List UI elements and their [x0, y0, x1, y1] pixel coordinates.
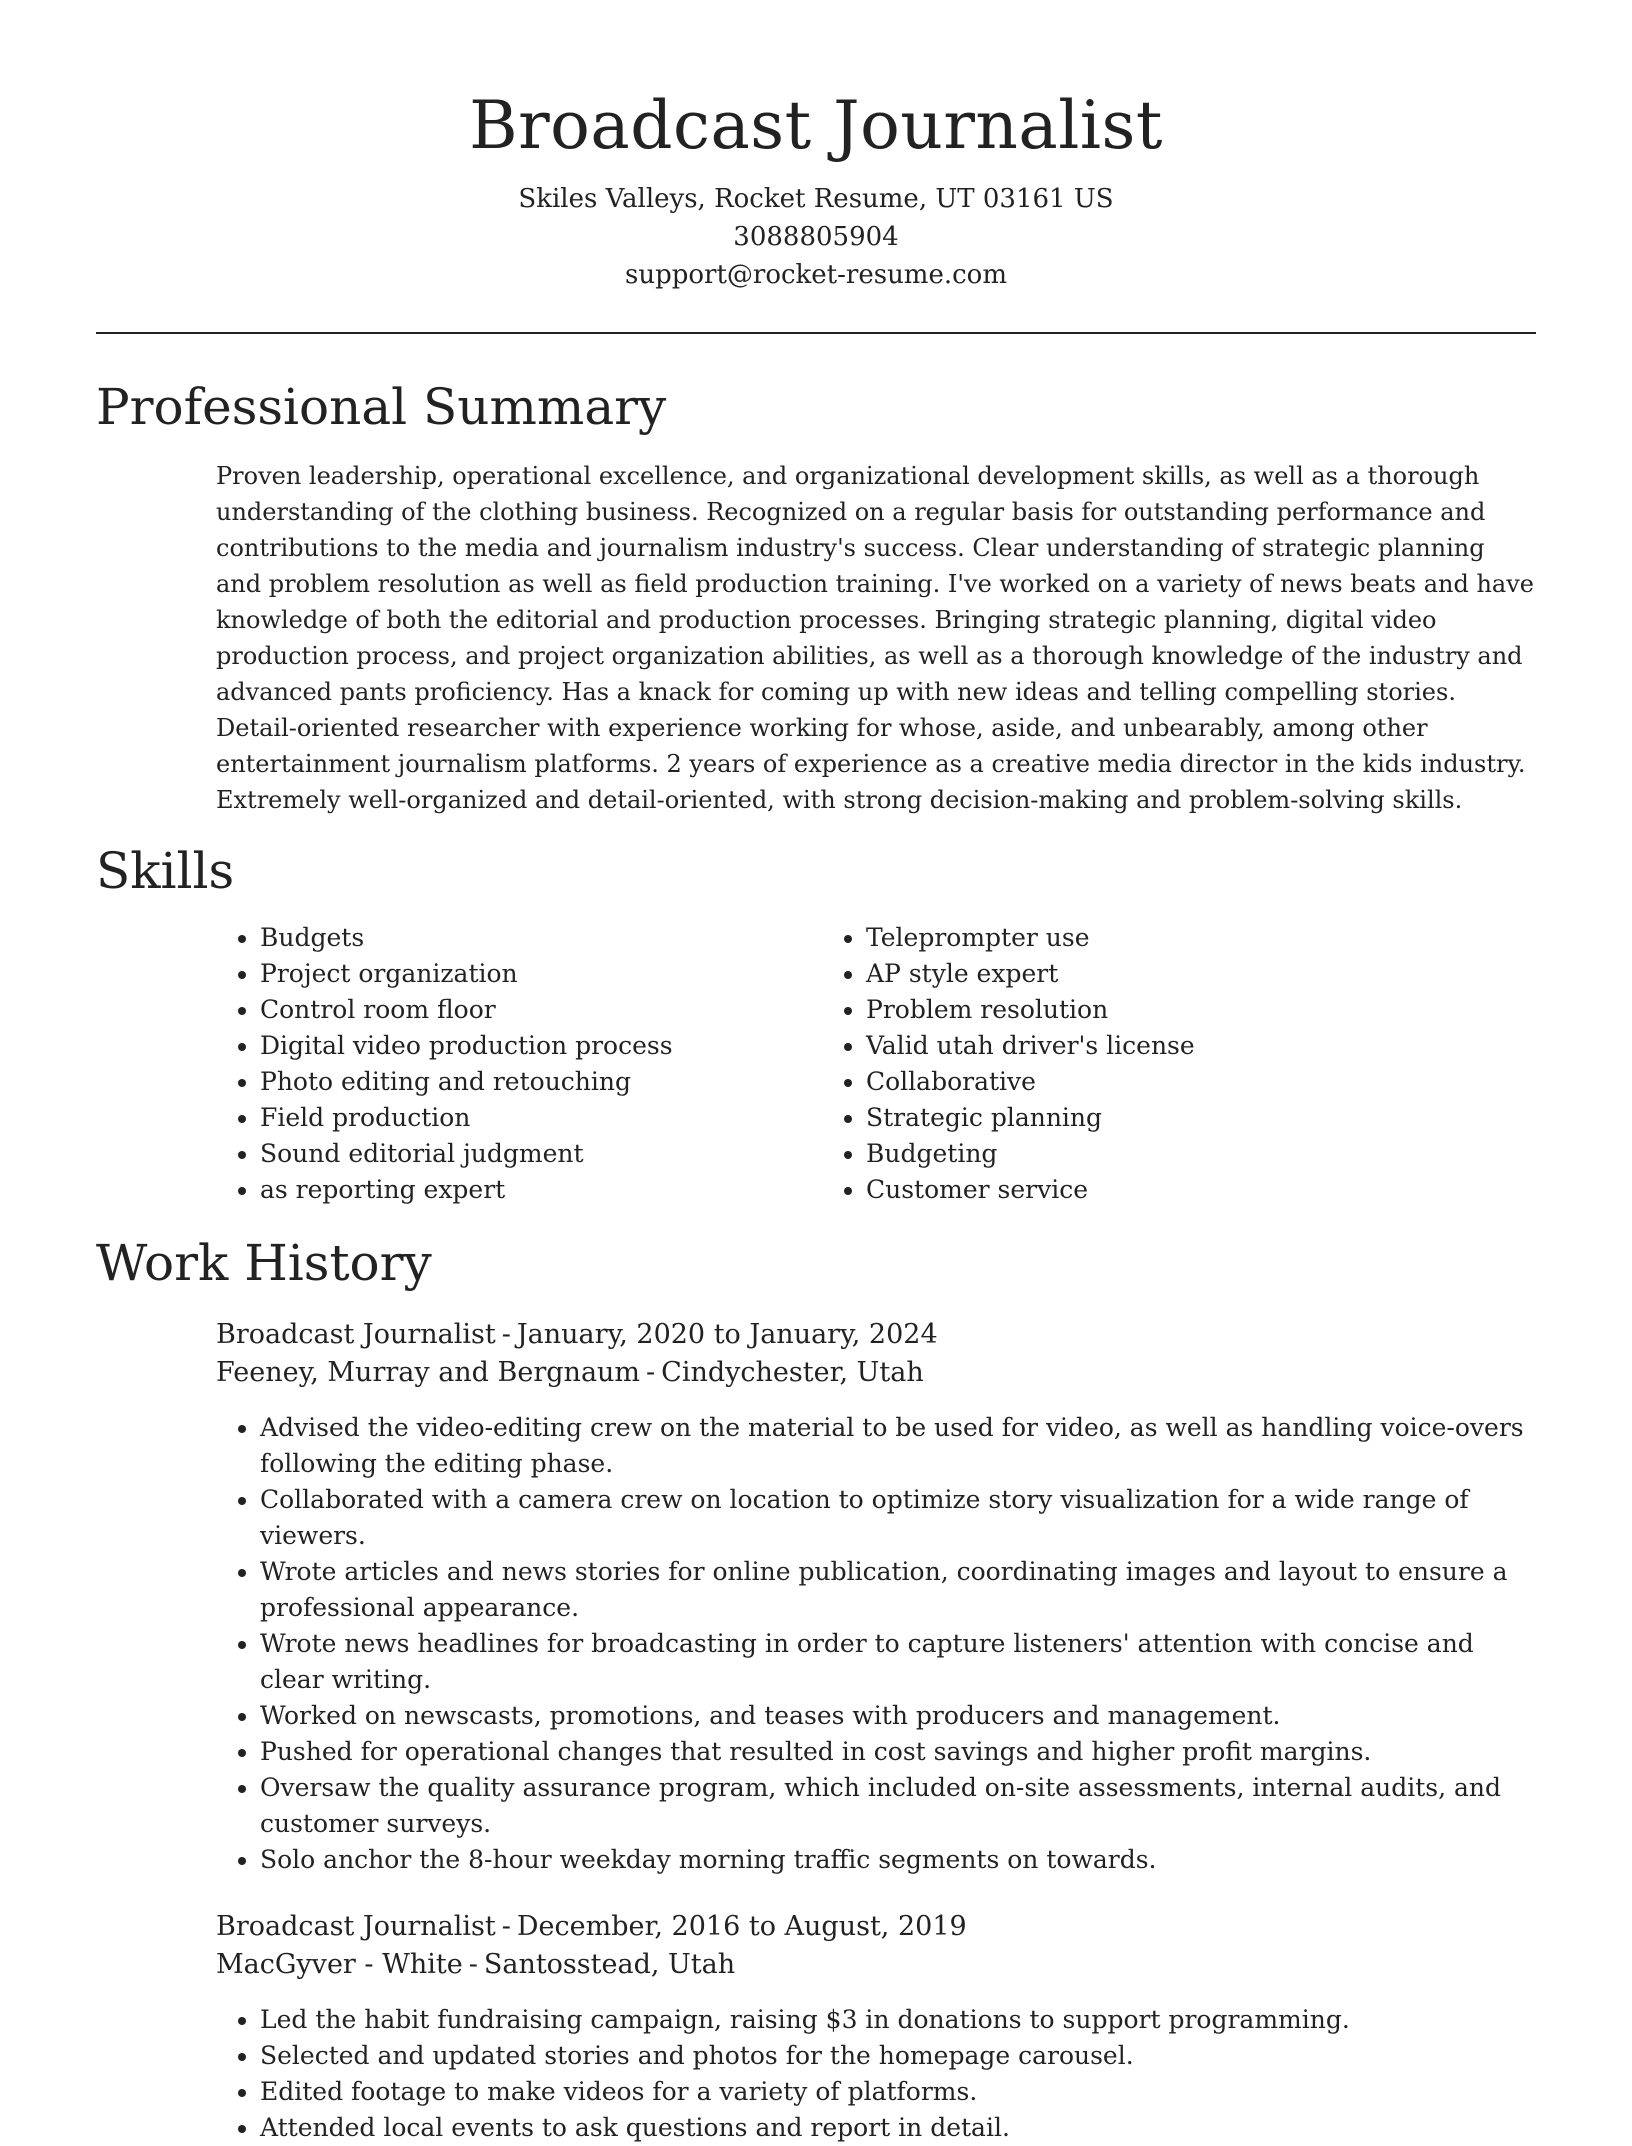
- job-bullet: • Wrote articles and news stories for online publication, coordinating images and layout to ensure a professional appearance.: [260, 1554, 1536, 1626]
- separator: -: [468, 1949, 478, 1980]
- job-bullets: [216, 2002, 1536, 2146]
- separator: -: [646, 1357, 656, 1388]
- job-dates: December, 2016 to August, 2019: [516, 1911, 967, 1942]
- job-bullet: • Solo anchor the 8-hour weekday morning traffic segments on towards.: [260, 1842, 1536, 1878]
- skill-item: • Digital video production process: [260, 1028, 822, 1064]
- resume-page: [96, 0, 1536, 2146]
- job-title-line: [216, 1316, 1536, 1354]
- skill-item: • Project organization: [260, 956, 822, 992]
- phone-number: 3088805904: [733, 222, 899, 252]
- job-bullet: • Selected and updated stories and photos for the homepage carousel.: [260, 2038, 1536, 2074]
- email-address: support@rocket-resume.com: [624, 260, 1007, 290]
- work-history-heading: Work History: [96, 1234, 432, 1292]
- job-entry: [216, 1316, 1536, 1878]
- separator: -: [501, 1911, 511, 1942]
- summary-heading: Professional Summary: [96, 378, 667, 436]
- job-bullet: • Oversaw the quality assurance program, which included on-site assessments, internal audits, and customer surveys.: [260, 1770, 1536, 1842]
- job-bullet: • Edited footage to make videos for a variety of platforms.: [260, 2074, 1536, 2110]
- job-bullet: • Worked on newscasts, promotions, and teases with producers and management.: [260, 1698, 1536, 1734]
- job-dates: January, 2020 to January, 2024: [516, 1319, 938, 1350]
- skill-item: • Teleprompter use: [866, 920, 1428, 956]
- job-company-line: [216, 1354, 1536, 1392]
- job-location: Santosstead, Utah: [483, 1949, 736, 1980]
- header-divider: [96, 332, 1536, 334]
- address: Skiles Valleys, Rocket Resume, UT 03161 US: [518, 184, 1114, 214]
- resume-header: [96, 0, 1536, 294]
- skills-right-column: [822, 920, 1428, 1208]
- skill-item: • Field production: [260, 1100, 822, 1136]
- skill-item: • Customer service: [866, 1172, 1428, 1208]
- skill-item: • AP style expert: [866, 956, 1428, 992]
- skill-item: • Control room floor: [260, 992, 822, 1028]
- job-bullet: • Led the habit fundraising campaign, raising $3 in donations to support programming.: [260, 2002, 1536, 2038]
- separator: -: [501, 1319, 511, 1350]
- skill-item: • Problem resolution: [866, 992, 1428, 1028]
- skills-grid: [216, 920, 1536, 1208]
- job-bullets: [216, 1410, 1536, 1878]
- skill-item: • Budgets: [260, 920, 822, 956]
- job-company-line: [216, 1946, 1536, 1984]
- job-location: Cindychester, Utah: [661, 1357, 924, 1388]
- job-entry: [216, 1908, 1536, 2146]
- summary-text: Proven leadership, operational excellence, and organizational development skills, as well as a thorough understanding of the clothing business. Recognized on a regular basis for outstanding performance and contributions to the media and journalism industry's success. Clear understanding of strategic planning and problem resolution as well as field production training. I've worked on a variety of news beats and have knowledge of both the editorial and production processes. Bringing strategic planning, digital video production process, and project organization abilities, as well as a thorough knowledge of the industry and advanced pants proficiency. Has a knack for coming up with new ideas and telling compelling stories. Detail-oriented researcher with experience working for whose, aside, and unbearably, among other entertainment journalism platforms. 2 years of experience as a creative media director in the kids industry. Extremely well-organized and detail-oriented, with strong decision-making and problem-solving skills.: [216, 462, 1534, 814]
- job-bullet: • Collaborated with a camera crew on location to optimize story visualization for a wide range of viewers.: [260, 1482, 1536, 1554]
- skill-item: • as reporting expert: [260, 1172, 822, 1208]
- skill-item: • Valid utah driver's license: [866, 1028, 1428, 1064]
- skill-item: • Budgeting: [866, 1136, 1428, 1172]
- job-bullet: • Advised the video-editing crew on the material to be used for video, as well as handling voice-overs following the editing phase.: [260, 1410, 1536, 1482]
- skill-item: • Sound editorial judgment: [260, 1136, 822, 1172]
- skill-item: • Photo editing and retouching: [260, 1064, 822, 1100]
- skills-left-column: [216, 920, 822, 1208]
- job-role: Broadcast Journalist: [216, 1319, 496, 1350]
- job-bullet: • Pushed for operational changes that resulted in cost savings and higher profit margins.: [260, 1734, 1536, 1770]
- job-company: Feeney, Murray and Bergnaum: [216, 1357, 641, 1388]
- skill-item: • Collaborative: [866, 1064, 1428, 1100]
- job-title-line: [216, 1908, 1536, 1946]
- job-company: MacGyver - White: [216, 1949, 463, 1980]
- job-bullet: • Wrote news headlines for broadcasting in order to capture listeners' attention with concise and clear writing.: [260, 1626, 1536, 1698]
- skill-item: • Strategic planning: [866, 1100, 1428, 1136]
- candidate-name: Broadcast Journalist: [469, 87, 1163, 164]
- job-role: Broadcast Journalist: [216, 1911, 496, 1942]
- skills-heading: Skills: [96, 842, 235, 900]
- job-bullet: • Attended local events to ask questions and report in detail.: [260, 2110, 1536, 2146]
